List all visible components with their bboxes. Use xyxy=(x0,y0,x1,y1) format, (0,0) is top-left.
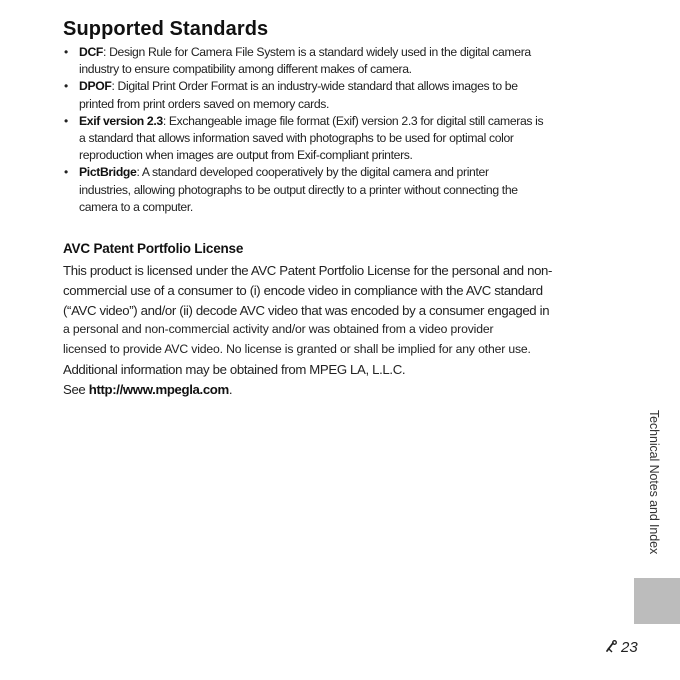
license-line: (“AVC video”) and/or (ii) decode AVC video that was encoded by a consumer engaged in xyxy=(63,302,550,318)
license-heading: AVC Patent Portfolio License xyxy=(63,241,244,256)
bullet: • xyxy=(64,45,68,59)
standard-description: reproduction when images are output from Exif-compliant printers. xyxy=(79,148,413,163)
standard-description: : Design Rule for Camera File System is a standard widely used in the digital camera xyxy=(103,45,531,59)
standard-item-pictbridge xyxy=(63,164,623,216)
standard-description: : Exchangeable image file format (Exif) version 2.3 for digital still cameras is xyxy=(162,113,544,128)
license-line: licensed to provide AVC video. No license is granted or shall be implied for any other use. xyxy=(63,342,531,357)
page-title: Supported Standards xyxy=(63,18,269,40)
license-body xyxy=(63,261,623,400)
bullet: • xyxy=(64,165,68,180)
standard-item-dcf xyxy=(63,44,623,78)
reference-mark-icon xyxy=(604,639,620,655)
page-number-value: 23 xyxy=(621,638,638,656)
section-side-label: Technical Notes and Index xyxy=(647,410,661,555)
license-line: commercial use of a consumer to (i) encode video in compliance with the AVC standard xyxy=(63,282,543,298)
standard-term: DCF xyxy=(79,45,103,59)
license-see-line xyxy=(63,380,623,400)
license-line: This product is licensed under the AVC Patent Portfolio License for the personal and non- xyxy=(63,263,553,278)
section-tab xyxy=(634,578,680,624)
standard-term: Exif version 2.3 xyxy=(79,113,163,128)
see-prefix: See xyxy=(63,381,89,397)
standard-description: industries, allowing photographs to be output directly to a printer without connecting the xyxy=(79,182,518,197)
standard-description: camera to a computer. xyxy=(79,199,193,214)
bullet: • xyxy=(64,113,68,128)
standard-item-dpof xyxy=(63,78,623,112)
standards-list xyxy=(63,44,623,216)
standard-description: printed from print orders saved on memory cards. xyxy=(79,96,330,111)
standard-term: DPOF xyxy=(79,79,112,94)
mpegla-link[interactable]: http://www.mpegla.com xyxy=(88,381,229,397)
license-line: a personal and non-commercial activity and/or was obtained from a video provider xyxy=(63,322,494,337)
standard-description: a standard that allows information saved with photographs to be used for optimal color xyxy=(79,131,514,146)
standard-description: : Digital Print Order Format is an industry-wide standard that allows images to be xyxy=(111,79,518,94)
bullet: • xyxy=(64,79,68,94)
standard-description: industry to ensure compatibility among different makes of camera. xyxy=(79,62,412,77)
see-suffix: . xyxy=(228,381,233,397)
standard-description: : A standard developed cooperatively by the digital camera and printer xyxy=(136,165,489,180)
license-line: Additional information may be obtained from MPEG LA, L.L.C. xyxy=(63,361,406,377)
page-number xyxy=(604,636,638,658)
standard-term: PictBridge xyxy=(79,165,137,180)
standard-item-exif xyxy=(63,113,623,165)
